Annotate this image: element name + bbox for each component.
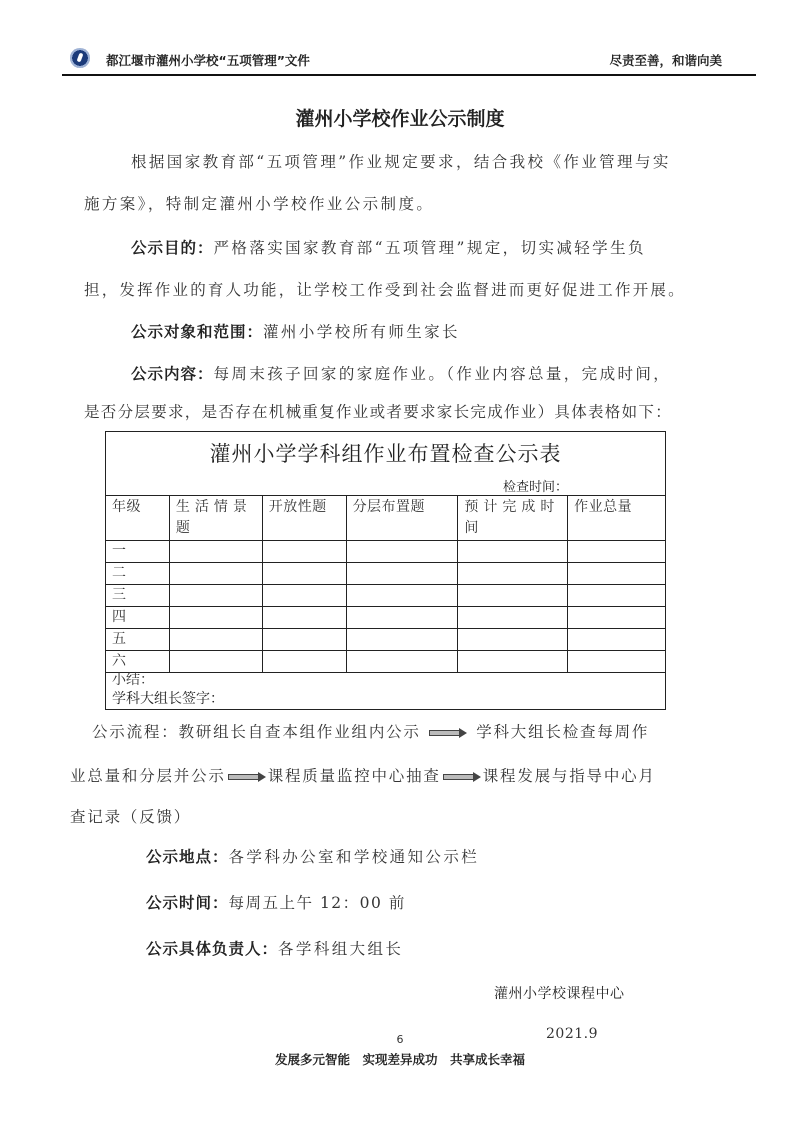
table-row <box>106 651 666 673</box>
cell[interactable] <box>262 629 346 651</box>
homework-check-table <box>105 431 666 710</box>
cell[interactable] <box>346 629 458 651</box>
content-paragraph <box>131 354 671 394</box>
cell[interactable] <box>169 607 262 629</box>
arrow-right-icon <box>228 772 266 782</box>
cell[interactable] <box>169 629 262 651</box>
table-title: 灌州小学学科组作业布置检查公示表 <box>209 442 562 466</box>
school-emblem-icon <box>70 48 90 68</box>
content-text-1: 每周末孩子回家的家庭作业。（作业内容总量，完成时间， <box>213 365 672 383</box>
header-life-scenario: 生活情景题 <box>169 496 262 541</box>
cell[interactable] <box>262 563 346 585</box>
header-tiered: 分层布置题 <box>346 496 458 541</box>
page-header <box>62 46 756 76</box>
table-row <box>106 541 666 563</box>
location-paragraph <box>146 837 479 877</box>
header-document-series: 都江堰市灌州小学校“五项管理”文件 <box>106 53 310 68</box>
purpose-text-2: 担，发挥作业的育人功能，让学校工作受到社会监督进而更好促进工作开展。 <box>84 281 686 299</box>
process-label: 公示流程： <box>92 723 179 741</box>
table-grid <box>105 495 666 673</box>
table-row <box>106 585 666 607</box>
header-total-amount: 作业总量 <box>568 496 666 541</box>
intro-line-1: 根据国家教育部“五项管理”作业规定要求，结合我校《作业管理与实 <box>131 153 671 171</box>
arrow-right-icon <box>443 772 481 782</box>
cell[interactable] <box>568 629 666 651</box>
process-step-4a: 课程发展与指导中心月 <box>482 767 656 785</box>
process-step-2a: 学科大组长检查每周作 <box>476 723 650 741</box>
document-title: 灌州小学校作业公示制度 <box>295 108 505 130</box>
cell[interactable] <box>262 541 346 563</box>
cell[interactable] <box>169 563 262 585</box>
grade-cell: 六 <box>106 651 170 673</box>
cell[interactable] <box>346 607 458 629</box>
cell[interactable] <box>568 541 666 563</box>
purpose-paragraph <box>131 228 646 268</box>
header-slogan: 尽责至善，和谐向美 <box>609 53 722 68</box>
header-open-ended: 开放性题 <box>262 496 346 541</box>
time-text: 每周五上午 12：00 前 <box>228 894 406 912</box>
arrow-right-icon <box>429 728 467 738</box>
footer-motto: 发展多元智能 实现差异成功 共享成长幸福 <box>274 1052 525 1067</box>
page-number: 6 <box>396 1033 404 1046</box>
signature-date: 2021.9 <box>546 1026 598 1042</box>
cell[interactable] <box>169 541 262 563</box>
time-paragraph <box>146 883 406 923</box>
responsible-paragraph <box>146 929 403 969</box>
cell[interactable] <box>458 563 568 585</box>
scope-label: 公示对象和范围： <box>131 323 264 341</box>
cell[interactable] <box>568 585 666 607</box>
grade-cell: 三 <box>106 585 170 607</box>
cell[interactable] <box>346 585 458 607</box>
location-label: 公示地点： <box>146 848 229 866</box>
cell[interactable] <box>458 629 568 651</box>
process-step-4b: 查记录（反馈） <box>70 808 192 826</box>
cell[interactable] <box>346 651 458 673</box>
cell[interactable] <box>169 585 262 607</box>
scope-text: 灌州小学校所有师生家长 <box>263 323 460 341</box>
grade-cell: 四 <box>106 607 170 629</box>
location-text: 各学科办公室和学校通知公示栏 <box>228 848 480 866</box>
content-label: 公示内容： <box>131 365 214 383</box>
purpose-text-1: 严格落实国家教育部“五项管理”规定，切实减轻学生负 <box>213 239 646 257</box>
table-row <box>106 629 666 651</box>
cell[interactable] <box>346 563 458 585</box>
table-row <box>106 607 666 629</box>
header-grade: 年级 <box>106 496 170 541</box>
time-label: 公示时间： <box>146 894 229 912</box>
grade-cell: 二 <box>106 563 170 585</box>
signature-organization: 灌州小学校课程中心 <box>494 986 625 1002</box>
cell[interactable] <box>169 651 262 673</box>
content-text-2: 是否分层要求，是否存在机械重复作业或者要求家长完成作业）具体表格如下： <box>84 403 673 421</box>
responsible-text: 各学科组大组长 <box>278 940 404 958</box>
header-est-time: 预计完成时间 <box>458 496 568 541</box>
grade-cell: 五 <box>106 629 170 651</box>
purpose-label: 公示目的： <box>131 239 214 257</box>
cell[interactable] <box>458 585 568 607</box>
process-step-3: 课程质量监控中心抽查 <box>267 767 441 785</box>
table-row <box>106 563 666 585</box>
cell[interactable] <box>568 607 666 629</box>
scope-paragraph <box>131 312 460 352</box>
process-step-2b: 业总量和分层并公示 <box>70 767 226 785</box>
grade-cell: 一 <box>106 541 170 563</box>
process-step-1: 教研组长自查本组作业组内公示 <box>178 723 421 741</box>
process-paragraph-1 <box>92 712 649 752</box>
cell[interactable] <box>262 607 346 629</box>
process-paragraph-2 <box>70 756 656 796</box>
table-header-row <box>106 496 666 541</box>
cell[interactable] <box>568 651 666 673</box>
cell[interactable] <box>346 541 458 563</box>
cell[interactable] <box>262 585 346 607</box>
intro-line-2: 施方案》，特制定灌州小学校作业公示制度。 <box>84 195 435 213</box>
cell[interactable] <box>458 607 568 629</box>
responsible-label: 公示具体负责人： <box>146 940 279 958</box>
cell[interactable] <box>568 563 666 585</box>
cell[interactable] <box>262 651 346 673</box>
summary-label: 小结： <box>112 672 154 688</box>
signature-label: 学科大组长签字： <box>112 691 224 707</box>
cell[interactable] <box>458 651 568 673</box>
cell[interactable] <box>458 541 568 563</box>
check-time-label: 检查时间： <box>502 480 568 495</box>
